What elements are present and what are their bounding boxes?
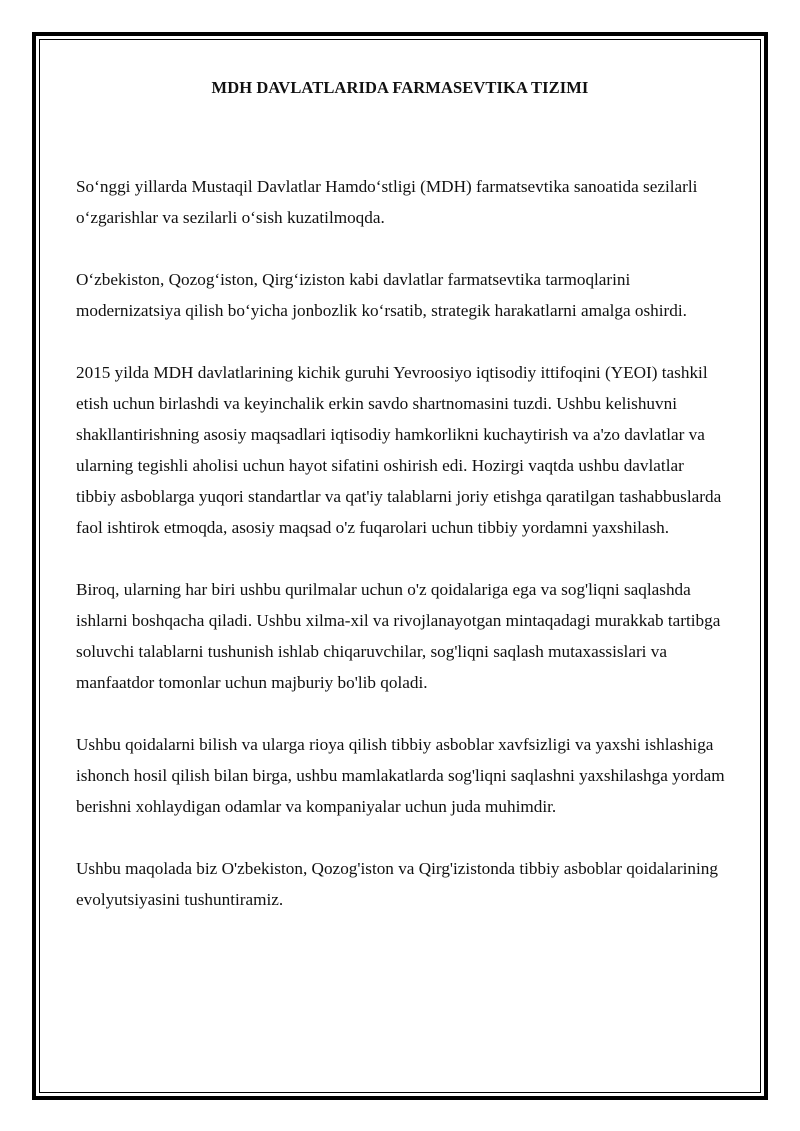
paragraph-intro: So‘nggi yillarda Mustaqil Davlatlar Hamdo‘stligi (MDH) farmatsevtika sanoatida sezilarli o‘zgarishlar va sezilarli o‘sish kuzatilmoqda. bbox=[76, 177, 698, 227]
paragraph-countries: O‘zbekiston, Qozog‘iston, Qirg‘iziston kabi davlatlar farmatsevtika tarmoqlarini modernizatsiya qilish bo‘yicha jonbozlik ko‘rsatib, strategik harakatlarni amalga oshirdi. bbox=[76, 270, 687, 320]
document-title: MDH DAVLATLARIDA FARMASEVTIKA TIZIMI bbox=[211, 78, 589, 97]
document-body bbox=[76, 171, 728, 946]
paragraph-eaeu: 2015 yilda MDH davlatlarining kichik guruhi Yevroosiyo iqtisodiy ittifoqini (YEOI) tashkil etish uchun birlashdi va keyinchalik erkin savdo shartnomasini tuzdi. Ushbu kelishuvni shakllantirishning asosiy maqsadlari iqtisodiy hamkorlikni kuchaytirish va a'zo davlatlar va ularning tegishli aholisi uchun hayot sifatini oshirish edi. Hozirgi vaqtda ushbu davlatlar tibbiy asboblarga yuqori standartlar va qat'iy talablarni joriy etishga qaratilgan tashabbuslarda faol ishtirok etmoqda, asosiy maqsad o'z fuqarolari uchun tibbiy yordamni yaxshilash. bbox=[76, 363, 722, 537]
paragraph-importance: Ushbu qoidalarni bilish va ularga rioya qilish tibbiy asboblar xavfsizligi va yaxshi ishlashiga ishonch hosil qilish bilan birga, ushbu mamlakatlarda sog'liqni saqlashni yaxshilashga yordam berishni xohlaydigan odamlar va kompaniyalar uchun juda muhimdir. bbox=[76, 735, 725, 816]
paragraph-conclusion: Ushbu maqolada biz O'zbekiston, Qozog'iston va Qirg'izistonda tibbiy asboblar qoidalarining evolyutsiyasini tushuntiramiz. bbox=[76, 859, 718, 909]
paragraph-regulations: Biroq, ularning har biri ushbu qurilmalar uchun o'z qoidalariga ega va sog'liqni saqlashda ishlarni boshqacha qiladi. Ushbu xilma-xil va rivojlanayotgan mintaqadagi murakkab tartibga soluvchi talablarni tushunish ishlab chiqaruvchilar, sog'liqni saqlash mutaxassislari va manfaatdor tomonlar uchun majburiy bo'lib qoladi. bbox=[76, 580, 721, 692]
